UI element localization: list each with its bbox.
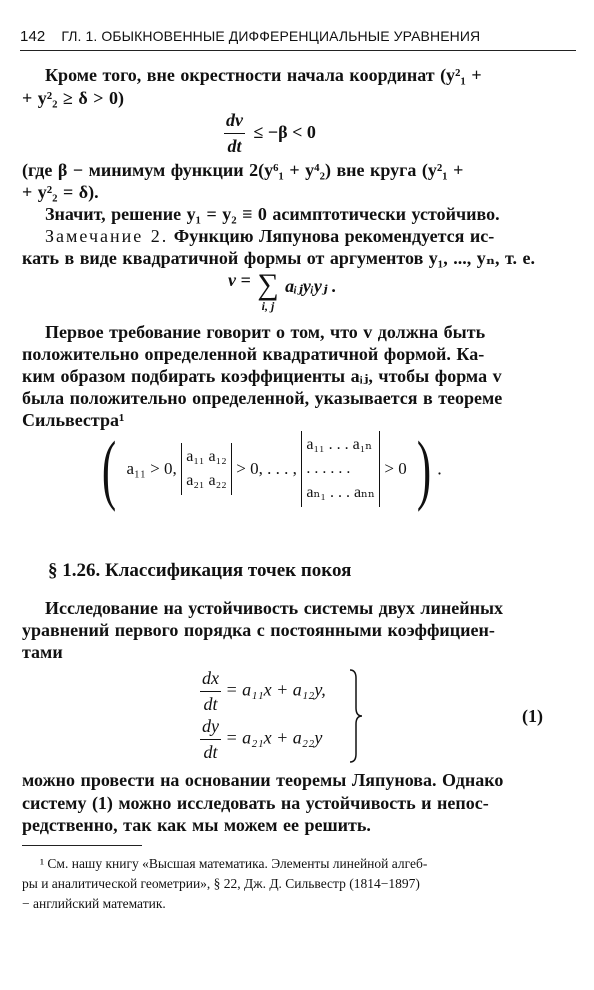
eq3-a11: a₁₁ > 0, <box>126 459 177 478</box>
det2-row1: a₁₁ a₁₂ <box>186 448 227 465</box>
running-title: ГЛ. 1. ОБЫКНОВЕННЫЕ ДИФФЕРЕНЦИАЛЬНЫЕ УРАВНЕНИЯ <box>61 28 481 44</box>
determinant-nxn <box>301 431 380 507</box>
page-number: 142 <box>20 28 46 45</box>
para4-line1: Первое требование говорит о том, что v должна быть <box>45 322 486 342</box>
equation-system-row1 <box>200 668 326 715</box>
eq3-end: > 0 <box>384 459 407 478</box>
detn-row1: a₁₁ . . . a₁ₙ <box>306 436 373 453</box>
equation-number: (1) <box>522 706 543 726</box>
para6-line3: редственно, так как мы можем ее решить. <box>22 815 371 835</box>
equation-quadratic-form <box>228 270 337 312</box>
para4-line3: ким образом подбирать коэффициенты aᵢⱼ, чтобы форма v <box>22 366 502 386</box>
footnote-line2: ры и аналитической геометрии», § 22, Дж. Д. Сильвестр (1814−1897) <box>22 876 420 891</box>
running-header <box>20 28 576 45</box>
para1-line1: Кроме того, вне окрестности начала координат (y²₁ + <box>45 65 482 85</box>
para6-line1: можно провести на основании теоремы Ляпунова. Однако <box>22 770 504 790</box>
header-rule <box>20 50 576 51</box>
eq4-r1-rhs: = a₁₁x + a₁₂y, <box>225 679 326 700</box>
para5-line1: Исследование на устойчивость системы двух линейных <box>45 598 504 618</box>
eq1-rhs: ≤ −β < 0 <box>253 121 316 142</box>
eq1-numerator: dv <box>226 110 243 130</box>
remark-line1-rest: Функцию Ляпунова рекомендуется ис- <box>173 226 495 246</box>
para5-line3: тами <box>22 642 63 662</box>
eq4-r2-den: dt <box>200 739 221 763</box>
eq4-r1-den: dt <box>200 691 221 715</box>
eq2-sum: ∑ <box>257 268 279 301</box>
para3: Значит, решение y₁ = y₂ ≡ 0 асимптотически устойчиво. <box>45 204 500 224</box>
para4-line2: положительно определенной квадратичной формой. Ка- <box>22 344 485 364</box>
equation-dvdt <box>224 110 316 157</box>
remark-line1 <box>45 225 494 248</box>
eq2-lhs: v = <box>228 270 251 290</box>
brace-icon <box>348 668 364 764</box>
left-paren: ( <box>101 425 117 512</box>
footnote-rule <box>22 845 142 846</box>
equation-system-row2 <box>200 716 322 763</box>
para4-line4: была положительно определенной, указывается в теореме <box>22 388 503 408</box>
para4-line5: Сильвестра¹ <box>22 410 125 430</box>
right-brace <box>348 668 364 769</box>
remark-label: Замечание 2. <box>45 226 169 246</box>
detn-row3: aₙ₁ . . . aₙₙ <box>306 484 375 501</box>
para1-line2: + y²₂ ≥ δ > 0) <box>22 88 125 108</box>
eq4-r2-rhs: = a₂₁x + a₂₂y <box>225 727 323 748</box>
footnote-line1: ¹ См. нашу книгу «Высшая математика. Элементы линейной алгеб- <box>40 856 428 871</box>
para5-line2: уравнений первого порядка с постоянными коэффициен- <box>22 620 495 640</box>
eq1-denominator: dt <box>224 133 245 157</box>
para2-line2: + y²₂ = δ). <box>22 182 99 202</box>
para2-line1: (где β − минимум функции 2(y⁶₁ + y⁴₂) вне круга (y²₁ + <box>22 160 464 180</box>
eq2-sub: i, j <box>261 299 275 313</box>
equation-sylvester <box>96 425 442 520</box>
footnote-line3: − английский математик. <box>22 896 166 911</box>
remark-line2: кать в виде квадратичной формы от аргументов y₁, ..., yₙ, т. е. <box>22 248 536 268</box>
det2-row2: a₂₁ a₂₂ <box>186 472 227 489</box>
right-paren: ) <box>417 425 432 512</box>
determinant-2x2 <box>181 443 232 495</box>
eq4-r2-num: dy <box>202 716 219 736</box>
eq4-r1-num: dx <box>202 668 219 688</box>
para6-line2: систему (1) можно исследовать на устойчивость и непос- <box>22 793 489 813</box>
eq3-mid: > 0, . . . , <box>236 459 297 478</box>
detn-row2: . . . . . . <box>306 460 351 477</box>
eq2-term: aᵢⱼyᵢyⱼ . <box>285 276 337 296</box>
eq3-dot: . <box>437 458 442 479</box>
section-title: § 1.26. Классификация точек покоя <box>48 560 352 581</box>
